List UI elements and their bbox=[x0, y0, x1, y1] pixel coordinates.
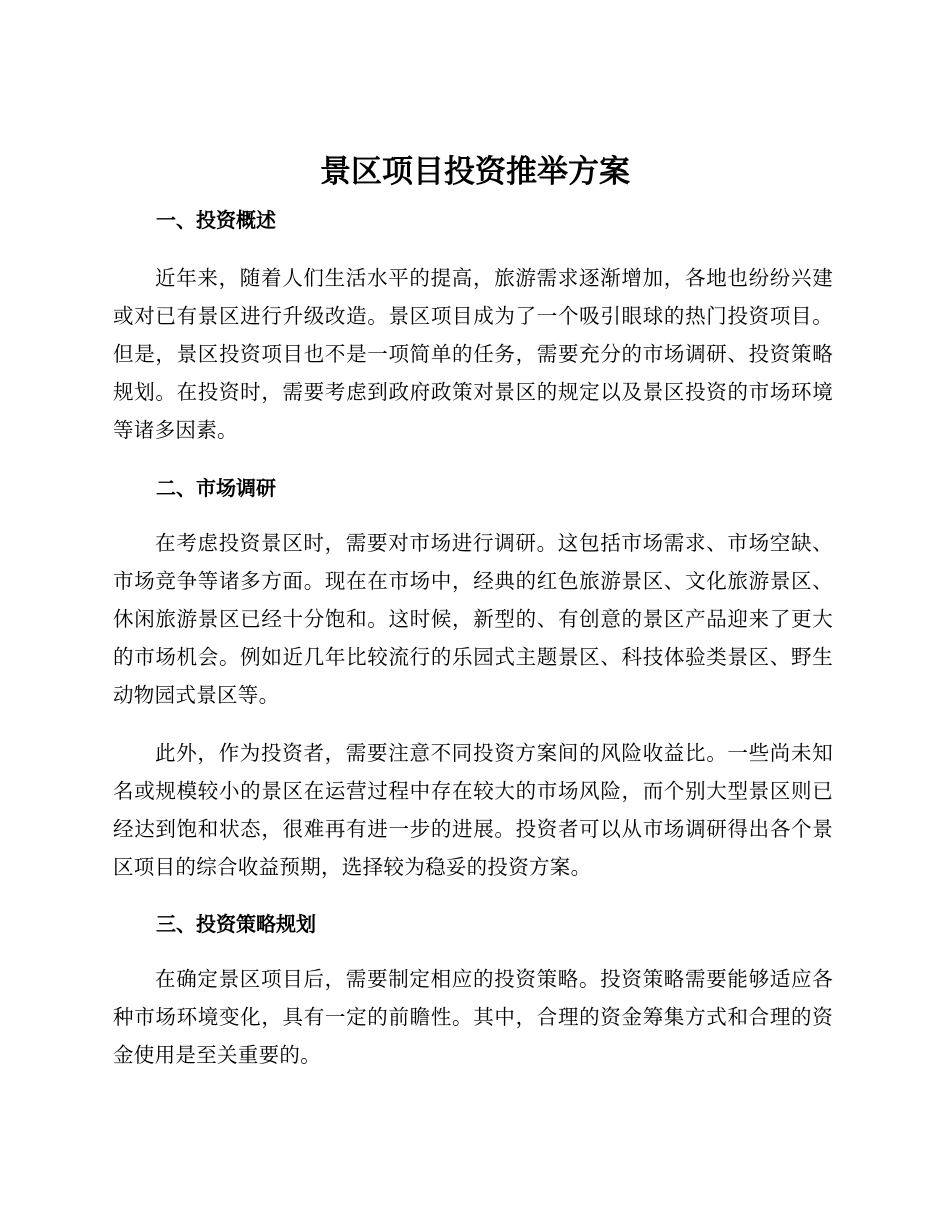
section-heading-market-research: 二、市场调研 bbox=[156, 476, 276, 500]
paragraph: 在确定景区项目后，需要制定相应的投资策略。投资策略需要能够适应各种市场环境变化，具有一定的前瞻性。其中，合理的资金筹集方式和合理的资金使用是至关重要的。 bbox=[113, 967, 833, 1067]
document-body bbox=[113, 202, 833, 1074]
paragraph: 此外，作为投资者，需要注意不同投资方案间的风险收益比。一些尚未知名或规模较小的景区在运营过程中存在较大的市场风险，而个别大型景区则已经达到饱和状态，很难再有进一步的进展。投资者可以从市场调研得出各个景区项目的综合收益预期，选择较为稳妥的投资方案。 bbox=[113, 741, 833, 879]
paragraph: 在考虑投资景区时，需要对市场进行调研。这包括市场需求、市场空缺、市场竞争等诸多方面。现在在市场中，经典的红色旅游景区、文化旅游景区、休闲旅游景区已经十分饱和。这时候，新型的、有创意的景区产品迎来了更大的市场机会。例如近几年比较流行的乐园式主题景区、科技体验类景区、野生动物园式景区等。 bbox=[113, 531, 833, 707]
section-heading-investment-strategy: 三、投资策略规划 bbox=[156, 912, 316, 936]
section-heading-overview: 一、投资概述 bbox=[156, 208, 276, 232]
paragraph: 近年来，随着人们生活水平的提高，旅游需求逐渐增加，各地也纷纷兴建或对已有景区进行升级改造。景区项目成为了一个吸引眼球的热门投资项目。但是，景区投资项目也不是一项简单的任务，需要充分的市场调研、投资策略规划。在投资时，需要考虑到政府政策对景区的规定以及景区投资的市场环境等诸多因素。 bbox=[113, 266, 833, 442]
document-title: 景区项目投资推举方案 bbox=[320, 154, 630, 190]
